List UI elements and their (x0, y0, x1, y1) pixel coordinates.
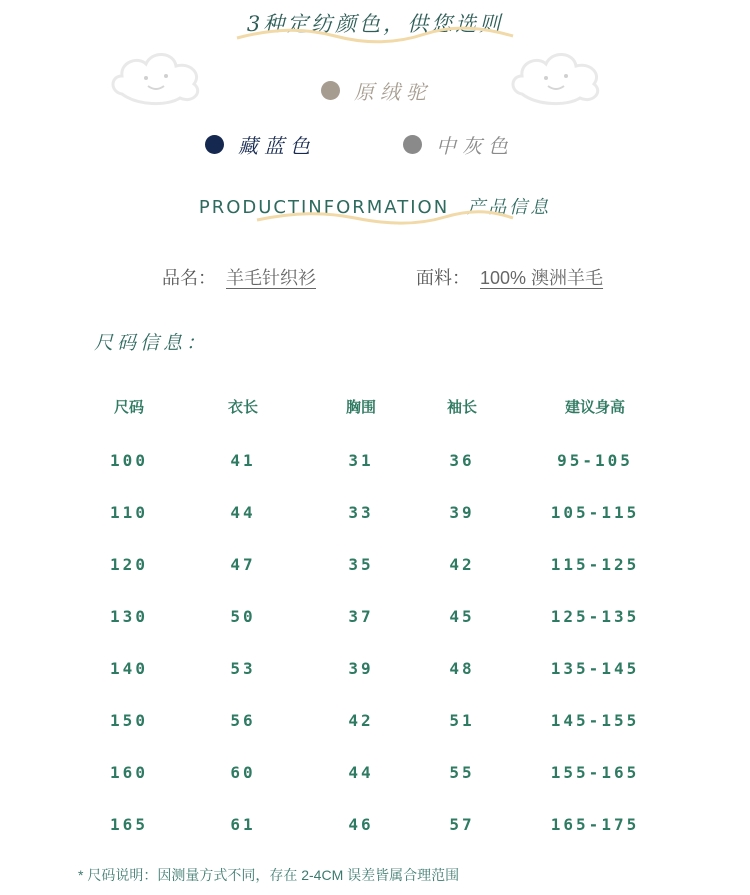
table-cell: 100 (110, 450, 148, 470)
table-cell: 165-175 (550, 814, 640, 834)
wave-decoration (255, 208, 515, 226)
table-row (70, 798, 690, 850)
table-cell: 145-155 (550, 710, 640, 730)
table-cell: 130 (110, 606, 148, 626)
table-row (70, 486, 690, 538)
table-cell: 48 (449, 658, 475, 678)
table-cell: 42 (348, 710, 374, 730)
table-cell: 60 (230, 762, 256, 782)
table-cell: 42 (449, 554, 475, 574)
table-cell: 95-105 (557, 450, 633, 470)
table-cell: 150 (110, 710, 148, 730)
table-cell: 140 (110, 658, 148, 678)
table-cell: 51 (449, 710, 475, 730)
column-header: 建议身高 (564, 397, 625, 416)
color-option-camel (321, 76, 432, 105)
table-cell: 120 (110, 554, 148, 574)
column-header: 衣长 (227, 397, 258, 416)
table-cell: 57 (449, 814, 475, 834)
product-info-title-cn: 产品信息 (467, 197, 552, 218)
table-cell: 56 (230, 710, 256, 730)
table-cell: 45 (449, 606, 475, 626)
cloud-icon (508, 46, 604, 108)
table-cell: 36 (449, 450, 475, 470)
product-info-title-en: PRODUCTINFORMATION (198, 197, 450, 218)
material-field (416, 264, 603, 290)
table-cell: 37 (348, 606, 374, 626)
table-cell: 110 (110, 502, 148, 522)
size-table (70, 378, 690, 850)
table-cell: 105-115 (550, 502, 640, 522)
size-info-title: 尺码信息： (94, 332, 210, 354)
color-label: 藏蓝色 (238, 134, 316, 158)
table-cell: 160 (110, 762, 148, 782)
wave-decoration (235, 24, 515, 44)
color-heading: 3种定纺颜色，供您选则 (246, 12, 504, 36)
table-cell: 165 (110, 814, 148, 834)
table-cell: 135-145 (550, 658, 640, 678)
table-row (70, 434, 690, 486)
column-header: 袖长 (446, 397, 477, 416)
table-row (70, 642, 690, 694)
color-dot (403, 135, 422, 154)
color-label: 中灰色 (436, 134, 514, 158)
table-row (70, 538, 690, 590)
table-row (70, 694, 690, 746)
material-label: 面料： (416, 268, 470, 288)
material-value: 100% 澳洲羊毛 (480, 268, 604, 288)
table-cell: 50 (230, 606, 256, 626)
table-cell: 35 (348, 554, 374, 574)
table-cell: 61 (230, 814, 256, 834)
table-cell: 46 (348, 814, 374, 834)
table-cell: 31 (348, 450, 374, 470)
table-cell: 115-125 (550, 554, 640, 574)
column-header: 胸围 (345, 397, 376, 416)
product-name-value: 羊毛针织衫 (226, 268, 316, 288)
table-cell: 125-135 (550, 606, 640, 626)
table-header-row (70, 378, 690, 434)
table-cell: 55 (449, 762, 475, 782)
color-dot (205, 135, 224, 154)
color-dot (321, 81, 340, 100)
table-row (70, 590, 690, 642)
table-cell: 155-165 (550, 762, 640, 782)
table-cell: 39 (348, 658, 374, 678)
cloud-icon (108, 46, 204, 108)
color-option-gray (403, 130, 514, 159)
product-name-label: 品名： (162, 268, 216, 288)
size-note: * 尺码说明：因测量方式不同，存在 2-4CM 误差皆属合理范围 (78, 867, 460, 883)
table-cell: 39 (449, 502, 475, 522)
table-cell: 33 (348, 502, 374, 522)
table-cell: 53 (230, 658, 256, 678)
color-option-navy (205, 130, 316, 159)
table-cell: 44 (230, 502, 256, 522)
color-label: 原绒驼 (354, 80, 432, 104)
product-name-field (162, 264, 316, 290)
table-row (70, 746, 690, 798)
table-cell: 47 (230, 554, 256, 574)
table-cell: 44 (348, 762, 374, 782)
table-cell: 41 (230, 450, 256, 470)
column-header: 尺码 (113, 397, 144, 416)
